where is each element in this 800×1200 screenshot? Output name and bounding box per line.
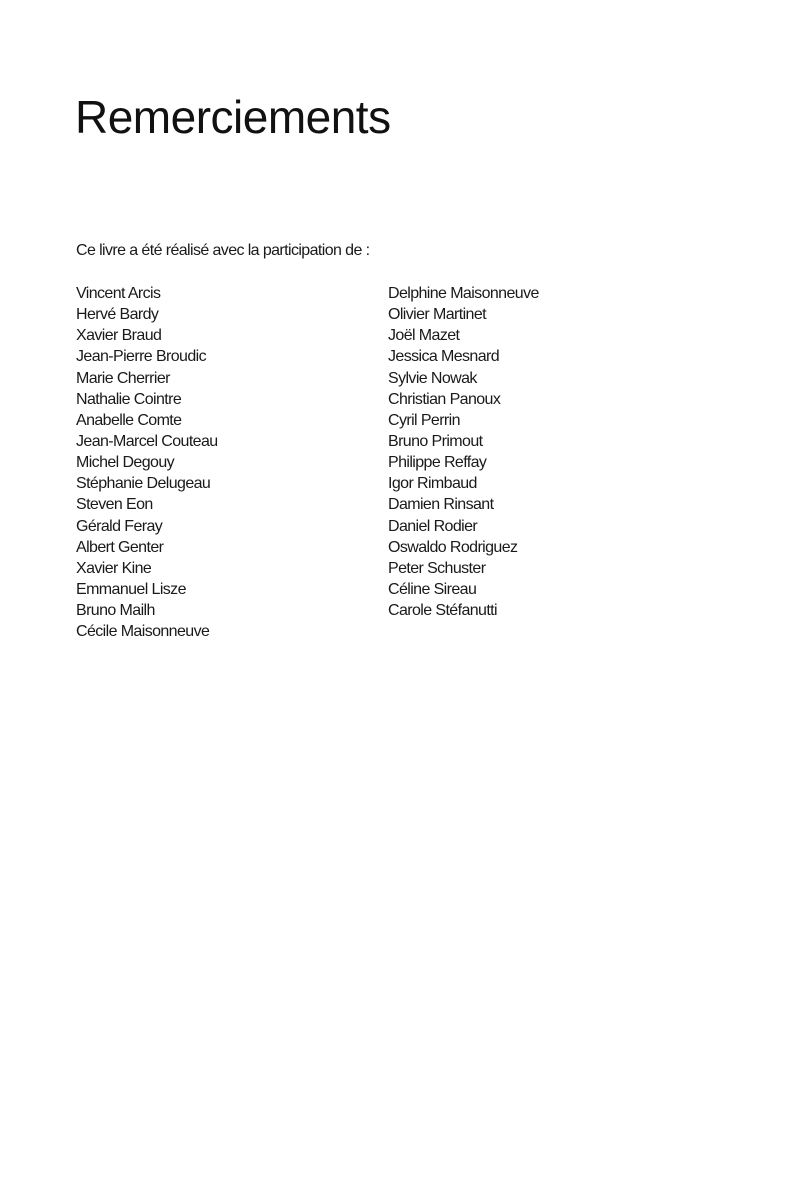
contributor-name: Céline Sireau — [388, 580, 477, 598]
contributor-name: Daniel Rodier — [388, 517, 478, 535]
contributor-name: Peter Schuster — [388, 559, 486, 577]
contributor-name: Delphine Maisonneuve — [388, 285, 539, 302]
contributor-name: Joël Mazet — [388, 327, 460, 345]
contributors-column-1 — [76, 283, 218, 642]
contributor-name: Stéphanie Delugeau — [76, 475, 211, 493]
contributor-name: Albert Genter — [76, 538, 164, 556]
contributor-name: Bruno Primout — [388, 432, 483, 450]
page-title: Remerciements — [75, 91, 391, 143]
contributor-name: Gérald Feray — [76, 517, 163, 535]
contributor-name: Jessica Mesnard — [388, 348, 500, 366]
contributor-name: Sylvie Nowak — [388, 369, 477, 387]
intro-text: Ce livre a été réalisé avec la participation de : — [76, 242, 370, 259]
contributor-name: Vincent Arcis — [76, 285, 161, 302]
contributor-name: Cyril Perrin — [388, 411, 460, 429]
contributor-name: Xavier Kine — [76, 559, 152, 577]
contributor-name: Olivier Martinet — [388, 306, 486, 324]
contributor-name: Christian Panoux — [388, 390, 501, 408]
contributor-name: Philippe Reffay — [388, 454, 487, 472]
contributor-name: Damien Rinsant — [388, 496, 494, 514]
contributor-name: Marie Cherrier — [76, 369, 170, 387]
contributor-name: Nathalie Cointre — [76, 390, 182, 408]
contributor-name: Oswaldo Rodriguez — [388, 538, 518, 556]
contributor-name: Emmanuel Lisze — [76, 580, 186, 598]
contributor-name: Hervé Bardy — [76, 306, 159, 324]
contributor-name: Igor Rimbaud — [388, 475, 477, 493]
contributor-name: Jean-Marcel Couteau — [76, 432, 218, 450]
contributor-name: Cécile Maisonneuve — [76, 623, 210, 641]
contributor-name: Anabelle Comte — [76, 411, 182, 429]
contributor-name: Carole Stéfanutti — [388, 602, 497, 620]
contributor-name: Steven Eon — [76, 496, 153, 514]
contributor-name: Xavier Braud — [76, 327, 162, 345]
contributor-name: Jean-Pierre Broudic — [76, 348, 206, 366]
contributors-column-2 — [388, 283, 539, 621]
contributor-name: Bruno Mailh — [76, 602, 155, 620]
contributor-name: Michel Degouy — [76, 454, 175, 472]
